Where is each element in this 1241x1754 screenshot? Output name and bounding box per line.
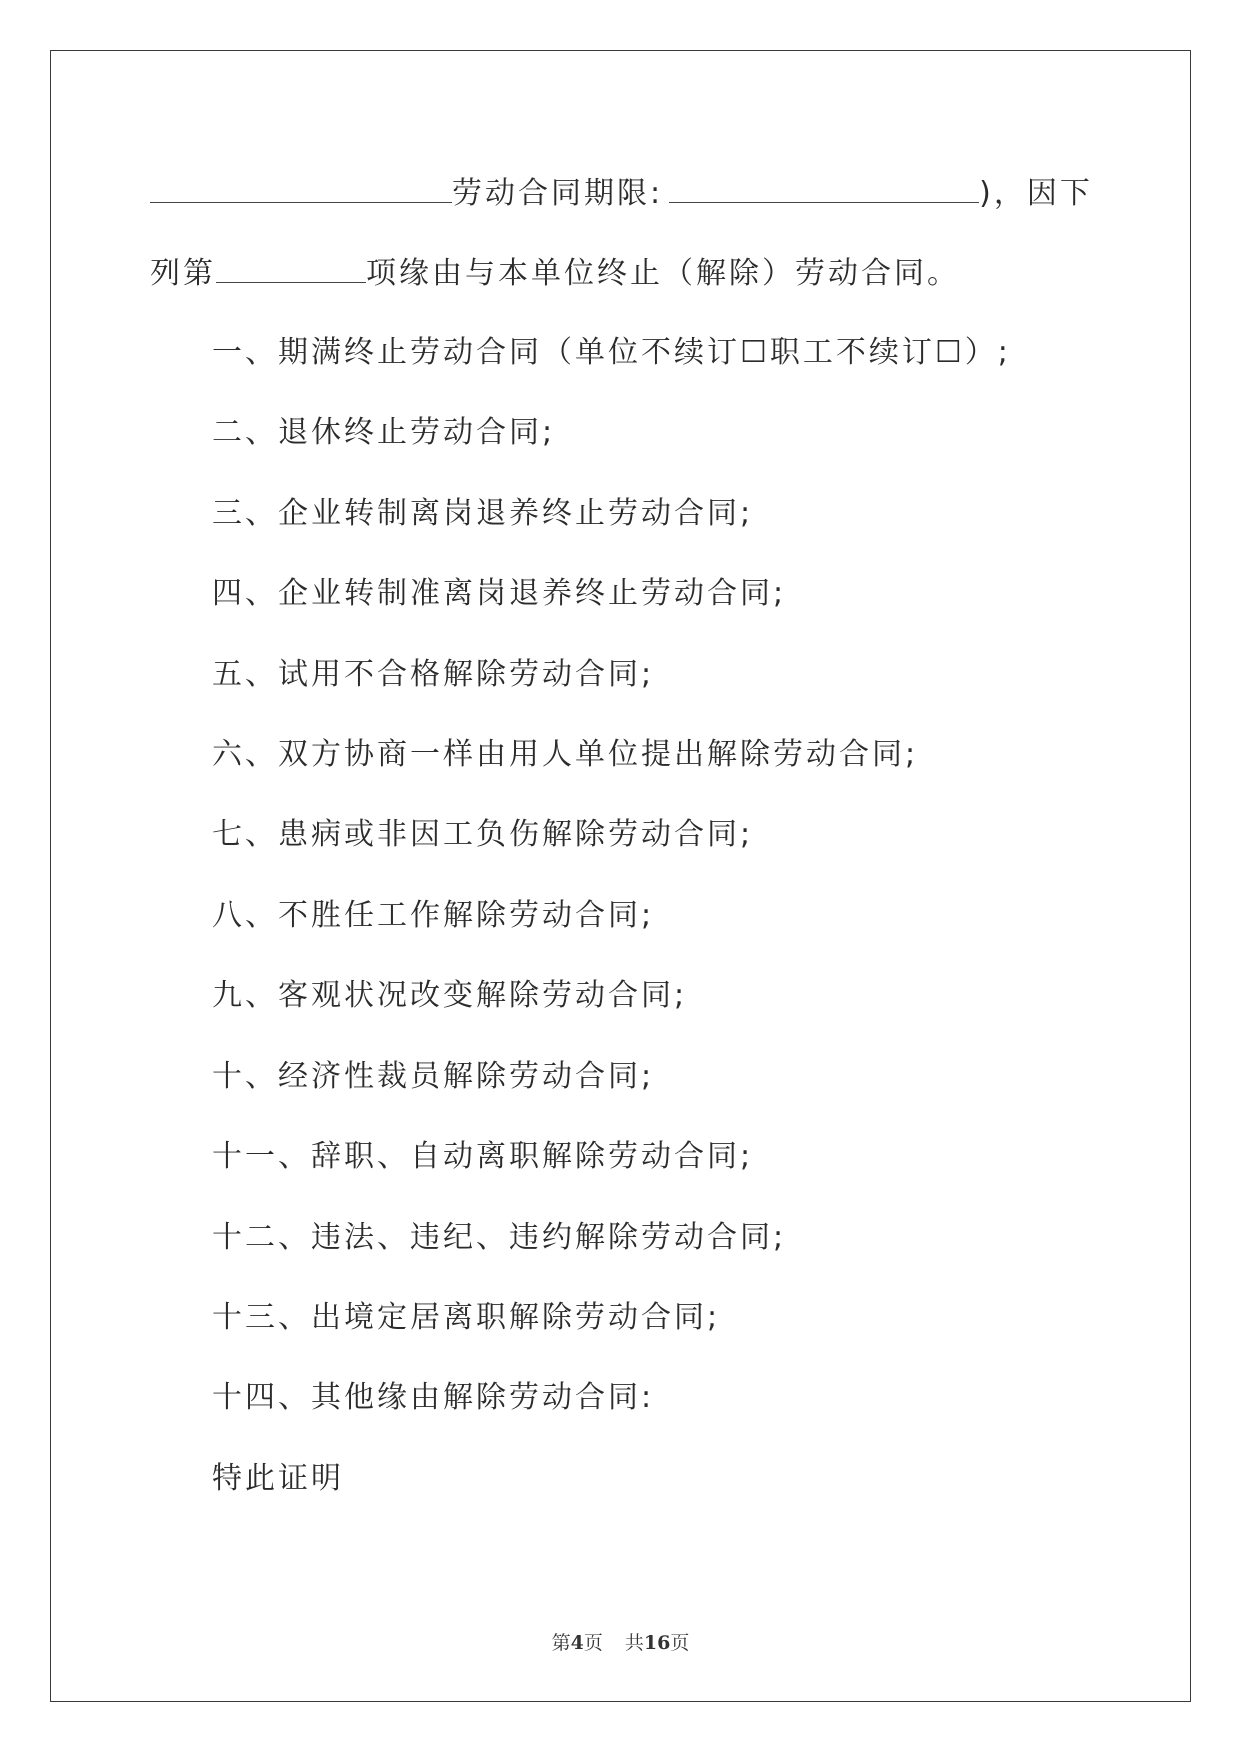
reason-item: 十二、违法、违纪、违约解除劳动合同;: [212, 1220, 787, 1255]
line1-tail: )，因下: [979, 176, 1093, 211]
page-suffix: 页: [583, 1632, 603, 1654]
page-number: 4: [570, 1632, 584, 1654]
line2-start: 列第: [150, 256, 216, 291]
blank-field[interactable]: [150, 172, 452, 203]
contract-term-blank[interactable]: [669, 172, 979, 203]
closing-statement: 特此证明: [212, 1461, 344, 1496]
reason-item: 十一、辞职、自动离职解除劳动合同;: [212, 1139, 754, 1174]
reason-number-line: [150, 252, 960, 294]
reason-item: 十四、其他缘由解除劳动合同:: [212, 1380, 655, 1415]
reason-item: 十三、出境定居离职解除劳动合同;: [212, 1300, 721, 1335]
reason-item: 七、患病或非因工负伤解除劳动合同;: [212, 817, 754, 852]
reason-number-blank[interactable]: [216, 252, 366, 283]
contract-term-label: 劳动合同期限:: [452, 176, 664, 211]
reason-item: 三、企业转制离岗退养终止劳动合同;: [212, 496, 754, 531]
reason-item: 五、试用不合格解除劳动合同;: [212, 657, 655, 692]
total-prefix: 共: [624, 1632, 644, 1654]
reason-item: 九、客观状况改变解除劳动合同;: [212, 978, 688, 1013]
page-border: [50, 50, 1191, 1702]
reason-item: 十、经济性裁员解除劳动合同;: [212, 1059, 655, 1094]
page-footer: [0, 1628, 1241, 1655]
contract-term-line: [150, 172, 1093, 214]
reason-item: 四、企业转制准离岗退养终止劳动合同;: [212, 576, 787, 611]
reason-item: 二、退休终止劳动合同;: [212, 415, 556, 450]
total-suffix: 页: [670, 1632, 690, 1654]
reason-item: 六、双方协商一样由用人单位提出解除劳动合同;: [212, 737, 919, 772]
page-prefix: 第: [551, 1632, 571, 1654]
line2-tail: 项缘由与本单位终止（解除）劳动合同。: [366, 256, 960, 291]
total-pages: 16: [643, 1632, 671, 1654]
reason-item: 一、期满终止劳动合同（单位不续订☐职工不续订☐）;: [212, 335, 1011, 370]
reason-item: 八、不胜任工作解除劳动合同;: [212, 898, 655, 933]
